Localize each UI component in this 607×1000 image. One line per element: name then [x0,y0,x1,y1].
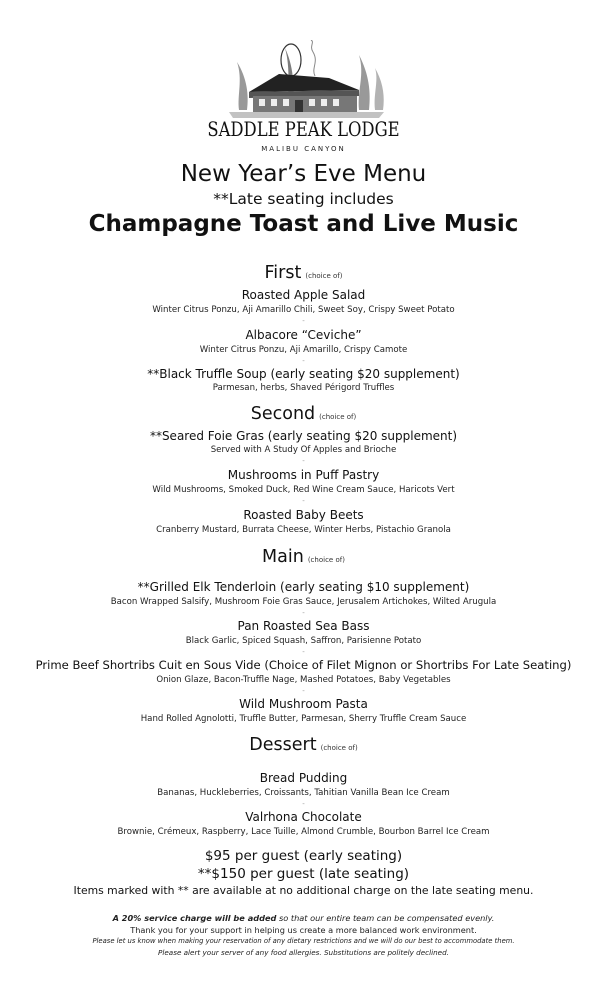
lodge-illustration-icon [219,40,389,120]
service-charge-rest: so that our entire team can be compensated evenly. [276,913,495,923]
dish-name: Roasted Apple Salad [241,288,366,302]
dish-description: Winter Citrus Ponzu, Aji Amarillo, Crispy Camote [199,345,408,355]
section-second-note: (choice of) [319,413,357,421]
menu-title: New Year’s Eve Menu [180,161,427,187]
dish-description: Winter Citrus Ponzu, Aji Amarillo Chili, Sweet Soy, Crispy Sweet Potato [152,305,455,315]
dish-name: Bread Pudding [259,771,348,785]
dish-separator: - [302,648,305,656]
pricing-note: Items marked with ** are available at no additional charge on the late seating menu. [73,884,534,897]
dish-name: Prime Beef Shortribs Cuit en Sous Vide (Choice of Filet Mignon or Shortribs For Late Seating) [35,658,572,672]
section-main-heading [0,547,607,567]
dish-description: Cranberry Mustard, Burrata Cheese, Winter Herbs, Pistachio Granola [156,525,451,535]
menu-subtitle: **Late seating includes [213,190,394,208]
dish-separator: - [302,687,305,695]
section-first-heading [0,263,607,283]
dish-name: Roasted Baby Beets [243,508,364,522]
section-first-title: First [264,263,302,283]
logo-name: SADDLE PEAK LODGE [207,117,400,141]
price-early: $95 per guest (early seating) [204,848,403,864]
allergy-note: Please alert your server of any food allergies. Substitutions are politely declined. [158,948,449,957]
section-dessert-heading [0,735,607,755]
price-late: **$150 per guest (late seating) [197,866,410,882]
dish-name: Valrhona Chocolate [245,810,362,824]
dish-description: Parmesan, herbs, Shaved Périgord Truffles [212,383,395,393]
dish-name: **Black Truffle Soup (early seating $20 supplement) [147,367,460,381]
dish-separator: - [302,497,305,505]
dish-description: Bacon Wrapped Salsify, Mushroom Foie Gras Sauce, Jerusalem Artichokes, Wilted Arugula [110,597,497,607]
dish-description: Black Garlic, Spiced Squash, Saffron, Parisienne Potato [185,636,422,646]
section-main-title: Main [262,547,304,567]
menu-headline: Champagne Toast and Live Music [88,211,519,237]
service-charge-note [0,913,607,923]
dish-name: **Seared Foie Gras (early seating $20 supplement) [149,429,458,443]
dish-description: Brownie, Crémeux, Raspberry, Lace Tuille, Almond Crumble, Bourbon Barrel Ice Cream [117,827,490,837]
dish-description: Onion Glaze, Bacon-Truffle Nage, Mashed Potatoes, Baby Vegetables [156,675,451,685]
dish-description: Hand Rolled Agnolotti, Truffle Butter, Parmesan, Sherry Truffle Cream Sauce [140,714,467,724]
section-first-note: (choice of) [305,272,343,280]
thank-you-note: Thank you for your support in helping us create a more balanced work environment. [130,925,477,935]
logo-subtitle: MALIBU CANYON [261,145,346,153]
dish-separator: - [302,800,305,808]
section-dessert-note: (choice of) [320,744,358,752]
dish-name: Albacore “Ceviche” [245,328,362,342]
dish-description: Wild Mushrooms, Smoked Duck, Red Wine Cream Sauce, Haricots Vert [152,485,455,495]
section-dessert-title: Dessert [249,735,317,755]
dish-separator: - [302,357,305,365]
lodge-logo [0,40,607,160]
dish-description: Served with A Study Of Apples and Brioche [210,445,397,455]
dish-separator: - [302,609,305,617]
dish-description: Bananas, Huckleberries, Croissants, Tahitian Vanilla Bean Ice Cream [157,788,450,798]
dish-name: **Grilled Elk Tenderloin (early seating $10 supplement) [137,580,470,594]
dish-name: Mushrooms in Puff Pastry [227,468,380,482]
dish-separator: - [302,317,305,325]
service-charge-bold: A 20% service charge will be added [112,913,277,923]
dish-separator: - [302,457,305,465]
section-main-note: (choice of) [307,556,345,564]
section-second-heading [0,404,607,424]
section-second-title: Second [250,404,316,424]
dietary-note: Please let us know when making your reservation of any dietary restrictions and we will do our best to accommodate them. [92,937,515,945]
dish-name: Pan Roasted Sea Bass [237,619,370,633]
dish-name: Wild Mushroom Pasta [239,697,368,711]
